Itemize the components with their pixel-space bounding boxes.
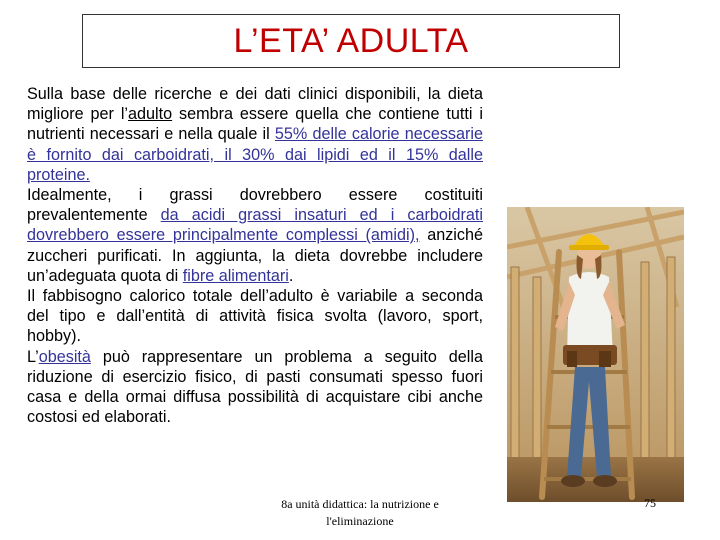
slide-title: L’ETA’ ADULTA — [233, 21, 469, 60]
title-box — [82, 14, 620, 68]
paragraph-3 — [27, 286, 483, 347]
p4-text-1: L’ — [27, 347, 39, 366]
p2-text-2: anziché zuccheri purificati. In aggiunta, la dieta dovrebbe includere un’adeguata quota di — [27, 226, 483, 285]
paragraph-1 — [27, 84, 483, 185]
adulto-link[interactable]: adulto — [128, 105, 173, 124]
p3-text-1: Il fabbisogno calorico totale dell’adulto è variabile a seconda del tipo e dall’entità di attività fisica svolta (lavoro, sport, hobby). — [27, 287, 483, 346]
p4-text-2: può rappresentare un problema a seguito della riduzione di esercizio fisico, di pasti consumati spesso fuori casa e della ormai diffusa possibilità di acquistare cibi anche costosi ed elaborati. — [27, 347, 483, 427]
fibre-link[interactable]: fibre alimentari — [182, 266, 289, 285]
construction-worker-photo — [507, 207, 684, 502]
fats-carbs-link[interactable]: da acidi grassi insaturi ed i carboidrati dovrebbero essere principalmente complessi (amidi), — [27, 206, 483, 245]
footer-caption — [260, 496, 460, 530]
paragraph-2 — [27, 185, 483, 286]
p1-text-2: sembra essere quella che contiene tutti i nutrienti necessari e nella quale il — [27, 105, 483, 144]
page-number: 75 — [644, 496, 656, 510]
calorie-distribution-link[interactable]: 55% delle calorie necessarie è fornito dai carboidrati, il 30% dai lipidi ed il 15% dalle proteine. — [27, 125, 484, 184]
obesity-link[interactable]: obesità — [38, 347, 91, 366]
footer-line-1: 8a unità didattica: la nutrizione e — [281, 497, 439, 511]
p1-text-1: Sulla base delle ricerche e dei dati clinici disponibili, la dieta migliore per l’ — [27, 85, 483, 124]
footer-line-2: l'eliminazione — [326, 514, 394, 528]
p2-text-1: Idealmente, i grassi dovrebbero essere costituiti prevalentemente — [27, 186, 483, 225]
p2-text-3: . — [288, 266, 294, 285]
body-text — [27, 84, 483, 427]
paragraph-4 — [27, 347, 483, 428]
